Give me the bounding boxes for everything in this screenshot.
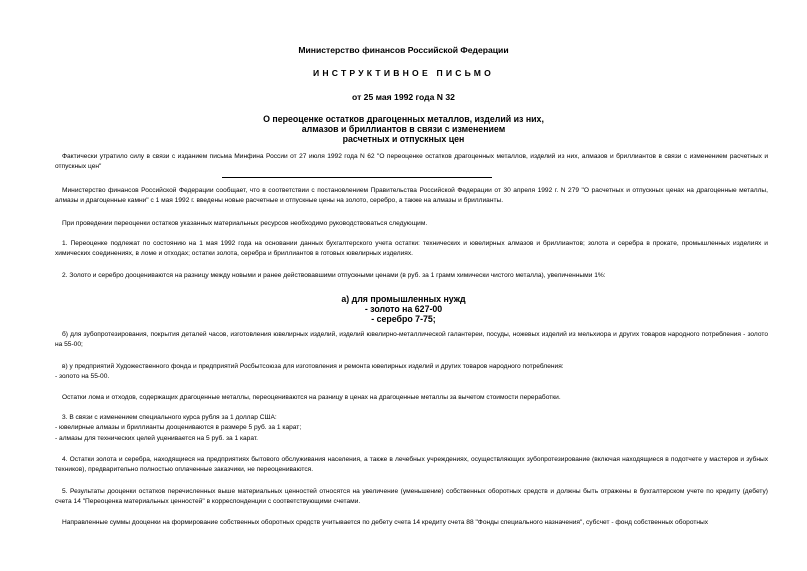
paragraph-2v xyxy=(55,362,768,383)
paragraph-4: 4. Остатки золота и серебра, находящиеся на предприятиях бытового обслуживания населения, а также в лечебных учреждениях, осуществляющих зубопротезирование (включая находящиеся в подотчете у мастеров и зубных техников), предварительно полностью оплаченные заказчики, не переоцениваются. xyxy=(55,456,768,474)
industrial-line: а) для промышленных нужд xyxy=(341,294,466,304)
paragraph-2v-line: в) у предприятий Художественного фонда и предприятий Росбытсоюза для изготовления и ремонта ювелирных изделий и других товаров народного потребления: xyxy=(62,363,564,370)
paragraph-guidance: При проведении переоценки остатков указанных материальных ресурсов необходимо руководствоваться следующим. xyxy=(62,220,428,227)
document-date: от 25 мая 1992 года N 32 xyxy=(352,92,455,102)
paragraph-scrap: Остатки лома и отходов, содержащих драгоценные металлы, переоцениваются на разницу в ценах на драгоценные металлы за вычетом стоимости переработки. xyxy=(62,394,561,401)
paragraph-2: 2. Золото и серебро дооцениваются на разницу между новыми и ранее действовавшими отпускными ценами (в руб. за 1 грамм химически чистого металла), увеличенными 1%: xyxy=(62,272,606,279)
paragraph-intro: Министерство финансов Российской Федерации сообщает, что в соответствии с постановлением Правительства Российской Федерации от 30 апреля 1992 г. N 279 "О расчетных и отпускных ценах на драгоценные металлы, алмазы и драгоценные камни" с 1 мая 1992 г. введены новые расчетные и отпускные цены на золото, серебро, а также на алмазы и бриллианты. xyxy=(55,187,768,205)
title-line: О переоценке остатков драгоценных металлов, изделий из них, xyxy=(263,114,544,124)
status-note: Фактически утратило силу в связи с изданием письма Минфина России от 27 июля 1992 года N 62 "О переоценке остатков драгоценных металлов, изделий из них, алмазов и бриллиантов в связи с изменением расчетных и отпускных цен" xyxy=(55,153,768,171)
paragraph-3 xyxy=(55,413,768,444)
document-title xyxy=(0,114,807,145)
paragraph-3-line: 3. В связи с изменением специального курса рубля за 1 доллар США: xyxy=(62,414,277,421)
paragraph-3-line: - ювелирные алмазы и бриллианты дооцениваются в размере 5 руб. за 1 карат; xyxy=(55,424,302,432)
title-line: расчетных и отпускных цен xyxy=(342,134,465,145)
paragraph-3-line: - алмазы для технических целей уценивается на 5 руб. за 1 карат. xyxy=(55,434,258,442)
paragraph-1: 1. Переоценке подлежат по состоянию на 1 мая 1992 года на основании данных бухгалтерского учета остатки: технических и ювелирных алмазов и бриллиантов; золота и серебра в прокате, промышленных изделиях и химических соединениях, в ломе и отходах; остатки золота, серебра и бриллиантов в готовых ювелирных изделиях. xyxy=(55,240,768,258)
paragraph-2v-line: - золото на 55-00. xyxy=(55,373,110,381)
paragraph-2a-industrial xyxy=(0,294,807,325)
industrial-line: - серебро 7-75; xyxy=(371,314,436,325)
divider xyxy=(222,177,492,178)
paragraph-2b: б) для зубопротезирования, покрытия деталей часов, изготовления ювелирных изделий, изделий ювелирно-металлической галантереи, посуды, ножевых изделий из мельхиора и других товаров народного потребления - золото на 55-00; xyxy=(55,331,768,349)
paragraph-5: 5. Результаты дооценки остатков перечисленных выше материальных ценностей относятся на увеличение (уменьшение) собственных оборотных средств и должны быть отражены в бухгалтерском учете по кредиту (дебету) счета 14 "Переоценка материальных ценностей" в корреспонденции с соответствующими счетами. xyxy=(55,488,768,506)
title-line: алмазов и бриллиантов в связи с изменением xyxy=(301,124,506,135)
paragraph-6: Направленные суммы дооценки на формирование собственных оборотных средств учитывается по дебету счета 14 кредиту счета 88 "Фонды специального назначения", субсчет - фонд собственных оборотных xyxy=(62,519,709,526)
industrial-line: - золото на 627-00 xyxy=(364,304,443,315)
document-type: ИНСТРУКТИВНОЕ ПИСЬМО xyxy=(312,68,495,78)
ministry-name: Министерство финансов Российской Федерации xyxy=(298,45,509,55)
